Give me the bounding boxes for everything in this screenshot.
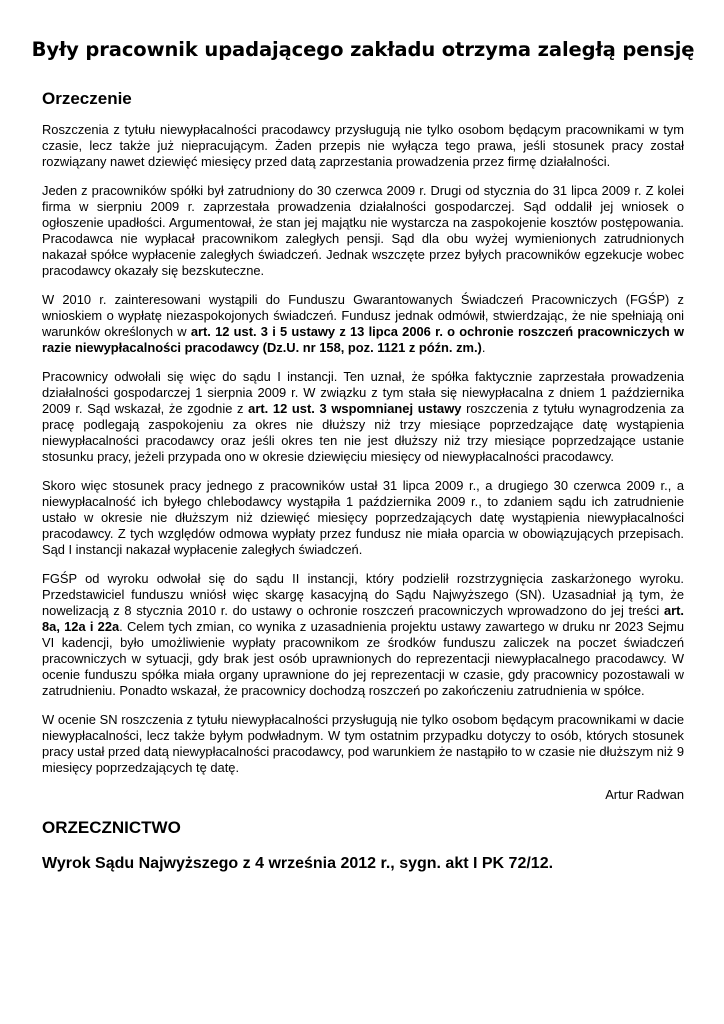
article-title: Były pracownik upadającego zakładu otrzyma zaległą pensję [31, 38, 695, 61]
text-run: . [481, 340, 486, 355]
author-name: Artur Radwan [605, 787, 684, 802]
paragraph [42, 571, 684, 699]
bold-reference: art. 12 ust. 3 i 5 ustawy z 13 lipca 2006 r. o ochronie roszczeń pracowniczych w razie niewypłacalności pracodawcy (Dz.U. nr 158, poz. 1121 z późn. zm.) [42, 324, 684, 355]
bold-reference: art. 8a, 12a i 22a [42, 603, 684, 634]
text-run: W 2010 r. zainteresowani wystąpili do Funduszu Gwarantowanych Świadczeń Pracowniczych (FGŚP) z wnioskiem o wypłatę niezaspokojonych świadczeń. Fundusz jednak odmówił, stwierdzając, że nie spełniają oni warunków określonych w [42, 292, 684, 339]
verdict-citation: Wyrok Sądu Najwyższego z 4 września 2012 r., sygn. akt I PK 72/12. [42, 855, 554, 872]
paragraph [42, 712, 684, 776]
paragraph [42, 122, 684, 170]
text-run: Roszczenia z tytułu niewypłacalności pracodawcy przysługują nie tylko osobom będącym pracownikami w tym czasie, lecz także już niepracującym. Żaden przepis nie wyłącza tego prawa, jeśli stosunek pracy został rozwiązany nawet dziewięć miesięcy przed datą zaprzestania prowadzenia przez firmę działalności. [42, 122, 684, 169]
paragraph [42, 478, 684, 558]
text-run: FGŚP od wyroku odwołał się do sądu II instancji, który podzielił rozstrzygnięcia zaskarżonego wyroku. Przedstawiciel funduszu wniósł więc skargę kasacyjną do Sądu Najwyższego (SN). Uzasadniał ją tym, że nowelizacją z 8 stycznia 2010 r. do ustawy o ochronie roszczeń pracowniczych wprowadzono do jej treści [42, 571, 684, 618]
text-run: Pracownicy odwołali się więc do sądu I instancji. Ten uznał, że spółka faktycznie zaprzestała prowadzenia działalności gospodarczej 1 sierpnia 2009 r. W związku z tym stała się niewypłacalna z dniem 1 października 2009 r. Sąd wskazał, że zgodnie z [42, 369, 684, 416]
section-heading-orzecznictwo: ORZECZNICTWO [42, 818, 181, 837]
article [31, 38, 695, 873]
paragraph [42, 183, 684, 279]
bold-reference: art. 12 ust. 3 wspomnianej ustawy [248, 401, 462, 416]
section-heading-orzeczenie: Orzeczenie [42, 89, 132, 108]
text-run: roszczenia z tytułu wynagrodzenia za pracę podlegają zaspokojeniu za okres nie dłuższy niż trzy miesiące poprzedzające datę wystąpienia niewypłacalności pracodawcy oraz jeśli okres ten nie jest dłuższy niż trzy miesiące poprzedzające ustanie stosunku pracy, jeżeli przypada ono w okresie dziewięciu miesięcy od niewypłacalności pracodawcy. [42, 401, 684, 464]
text-run: . Celem tych zmian, co wynika z uzasadnienia projektu ustawy zawartego w druku nr 2023 Sejmu VI kadencji, było umożliwienie wypłaty pracownikom ze środków funduszu zaliczek na poczet świadczeń pracowniczych w sytuacji, gdy brak jest osób uprawnionych do reprezentacji niewypłacalnego pracodawcy. W ocenie funduszu spółka miała organy uprawnione do jej reprezentacji w czasie, gdy pracownicy pozostawali w zatrudnieniu. Ponadto wskazał, że pracownicy dochodzą roszczeń po zakończeniu zatrudnienia w spółce. [42, 619, 684, 698]
text-run: Skoro więc stosunek pracy jednego z pracowników ustał 31 lipca 2009 r., a drugiego 30 czerwca 2009 r., a niewypłacalność ich byłego chlebodawcy wystąpiła 1 października 2009 r., to zdaniem sądu ich zatrudnienie ustało w okresie nie dłuższym niż dziewięć miesięcy poprzedzających datę wystąpienia niewypłacalności pracodawcy. Z tych względów odmowa wypłaty przez fundusz nie miała oparcia w obowiązujących przepisach. Sąd I instancji nakazał wypłacenie zaległych świadczeń. [42, 478, 684, 557]
text-run: W ocenie SN roszczenia z tytułu niewypłacalności przysługują nie tylko osobom będącym pracownikami w dacie niewypłacalności, lecz także byłym podwładnym. W tym ostatnim przypadku dotyczy to osób, których stosunek pracy ustał przed datą niewypłacalności pracodawcy, pod warunkiem że nastąpiło to w czasie nie dłuższym niż 9 miesięcy poprzedzających tę datę. [42, 712, 684, 775]
paragraph [42, 369, 684, 465]
text-run: Jeden z pracowników spółki był zatrudniony do 30 czerwca 2009 r. Drugi od stycznia do 31 lipca 2009 r. Z kolei firma w sierpniu 2009 r. zaprzestała prowadzenia działalności gospodarczej. Sąd oddalił jej wniosek o ogłoszenie upadłości. Argumentował, że stan jej majątku nie wystarcza na zaspokojenie kosztów postępowania. Pracodawca nie wypłacał pracownikom zaległych pensji. Sąd dla obu wyżej wymienionych zatrudnionych nakazał spółce wypłacenie zaległych świadczeń. Jednak wszczęte przez byłych pracowników egzekucje wobec pracodawcy okazały się bezskuteczne. [42, 183, 684, 278]
article-body [42, 122, 684, 776]
paragraph [42, 292, 684, 356]
